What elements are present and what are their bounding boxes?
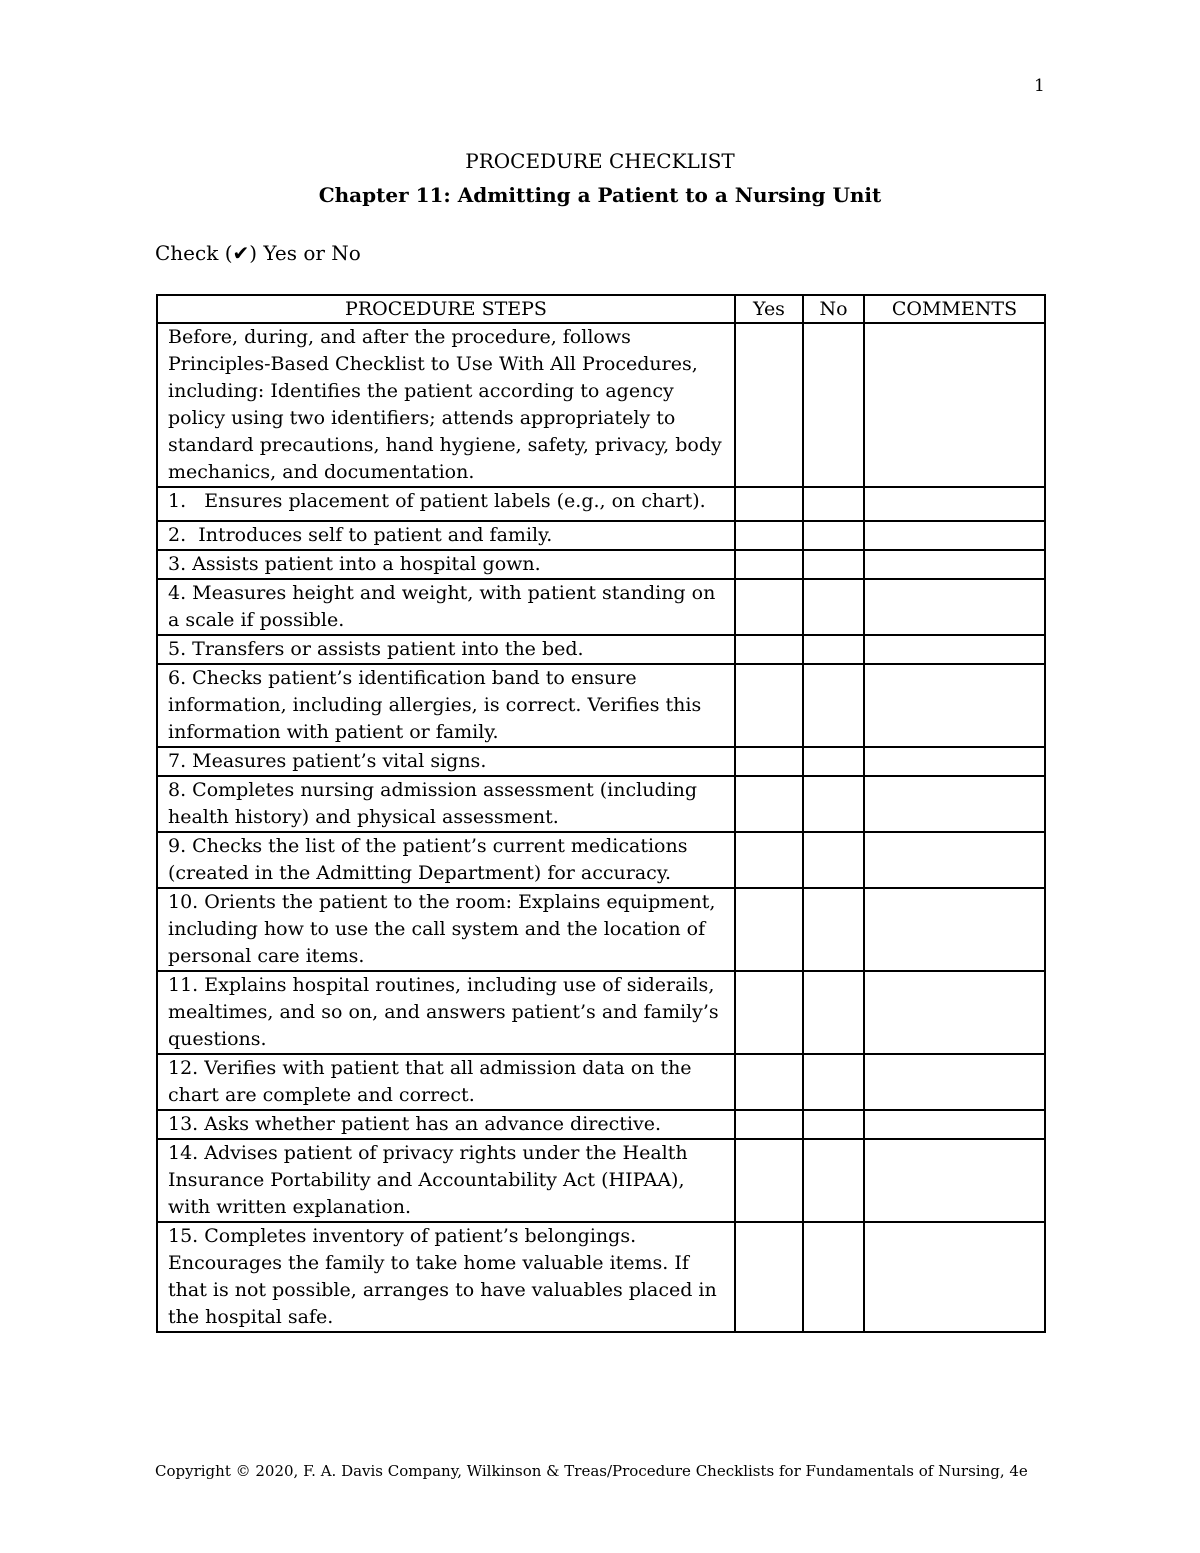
table-row xyxy=(157,550,1045,579)
comments-cell[interactable] xyxy=(864,635,1045,664)
yes-cell[interactable] xyxy=(735,579,803,635)
yes-cell[interactable] xyxy=(735,550,803,579)
no-cell[interactable] xyxy=(803,1054,864,1110)
copyright-footer: Copyright © 2020, F. A. Davis Company, Wilkinson & Treas/Procedure Checklists for Fundamentals of Nursing, 4e xyxy=(155,1462,1028,1480)
step-text: 5. Transfers or assists patient into the bed. xyxy=(157,635,735,664)
table-row xyxy=(157,747,1045,776)
no-cell[interactable] xyxy=(803,888,864,971)
step-text: 12. Verifies with patient that all admission data on the chart are complete and correct. xyxy=(157,1054,735,1110)
yes-cell[interactable] xyxy=(735,1110,803,1139)
yes-cell[interactable] xyxy=(735,776,803,832)
step-text: 3. Assists patient into a hospital gown. xyxy=(157,550,735,579)
comments-cell[interactable] xyxy=(864,579,1045,635)
table-row xyxy=(157,1222,1045,1332)
yes-cell[interactable] xyxy=(735,1222,803,1332)
yes-cell[interactable] xyxy=(735,1054,803,1110)
yes-cell[interactable] xyxy=(735,832,803,888)
comments-cell[interactable] xyxy=(864,521,1045,550)
yes-cell[interactable] xyxy=(735,521,803,550)
step-text: 13. Asks whether patient has an advance directive. xyxy=(157,1110,735,1139)
no-cell[interactable] xyxy=(803,550,864,579)
table-row xyxy=(157,1110,1045,1139)
page-number: 1 xyxy=(1034,76,1045,96)
table-row xyxy=(157,888,1045,971)
no-cell[interactable] xyxy=(803,323,864,487)
table-row xyxy=(157,664,1045,747)
table-row xyxy=(157,971,1045,1054)
table-row xyxy=(157,1139,1045,1222)
comments-cell[interactable] xyxy=(864,776,1045,832)
yes-cell[interactable] xyxy=(735,971,803,1054)
step-text: 11. Explains hospital routines, including use of siderails, mealtimes, and so on, and answers patient’s and family’s questions. xyxy=(157,971,735,1054)
comments-cell[interactable] xyxy=(864,487,1045,521)
table-row xyxy=(157,635,1045,664)
comments-cell[interactable] xyxy=(864,1222,1045,1332)
table-row xyxy=(157,832,1045,888)
step-text: 2. Introduces self to patient and family. xyxy=(157,521,735,550)
step-text: Before, during, and after the procedure, follows Principles-Based Checklist to Use With All Procedures, including: Identifies the patient according to agency policy using two identifiers; attends appropriately to standard precautions, hand hygiene, safety, privacy, body mechanics, and documentation. xyxy=(157,323,735,487)
no-cell[interactable] xyxy=(803,971,864,1054)
yes-cell[interactable] xyxy=(735,487,803,521)
chapter-subtitle: Chapter 11: Admitting a Patient to a Nursing Unit xyxy=(318,183,882,207)
check-instruction-after: ) Yes or No xyxy=(249,241,361,265)
no-cell[interactable] xyxy=(803,579,864,635)
yes-cell[interactable] xyxy=(735,1139,803,1222)
no-cell[interactable] xyxy=(803,832,864,888)
step-text: 6. Checks patient’s identification band to ensure information, including allergies, is correct. Verifies this information with patient or family. xyxy=(157,664,735,747)
comments-cell[interactable] xyxy=(864,971,1045,1054)
no-cell[interactable] xyxy=(803,487,864,521)
comments-cell[interactable] xyxy=(864,888,1045,971)
table-header-row xyxy=(157,295,1045,323)
step-text: 14. Advises patient of privacy rights under the Health Insurance Portability and Accountability Act (HIPAA), with written explanation. xyxy=(157,1139,735,1222)
step-text: 4. Measures height and weight, with patient standing on a scale if possible. xyxy=(157,579,735,635)
comments-cell[interactable] xyxy=(864,323,1045,487)
yes-cell[interactable] xyxy=(735,747,803,776)
step-text: 1. Ensures placement of patient labels (e.g., on chart). xyxy=(157,487,735,521)
table-row xyxy=(157,579,1045,635)
table-row xyxy=(157,487,1045,521)
step-text: 7. Measures patient’s vital signs. xyxy=(157,747,735,776)
header-no: No xyxy=(803,295,864,323)
no-cell[interactable] xyxy=(803,747,864,776)
check-instruction xyxy=(155,241,361,265)
table-row xyxy=(157,1054,1045,1110)
comments-cell[interactable] xyxy=(864,747,1045,776)
step-text: 9. Checks the list of the patient’s current medications (created in the Admitting Department) for accuracy. xyxy=(157,832,735,888)
no-cell[interactable] xyxy=(803,664,864,747)
yes-cell[interactable] xyxy=(735,888,803,971)
checkmark-icon: ✔ xyxy=(232,241,250,265)
step-text: 10. Orients the patient to the room: Explains equipment, including how to use the call system and the location of personal care items. xyxy=(157,888,735,971)
table-row xyxy=(157,323,1045,487)
no-cell[interactable] xyxy=(803,1222,864,1332)
step-text: 15. Completes inventory of patient’s belongings. Encourages the family to take home valuable items. If that is not possible, arranges to have valuables placed in the hospital safe. xyxy=(157,1222,735,1332)
check-instruction-before: Check ( xyxy=(155,241,233,265)
no-cell[interactable] xyxy=(803,521,864,550)
yes-cell[interactable] xyxy=(735,635,803,664)
table-row xyxy=(157,776,1045,832)
no-cell[interactable] xyxy=(803,776,864,832)
header-yes: Yes xyxy=(735,295,803,323)
page-title: PROCEDURE CHECKLIST xyxy=(465,149,735,173)
no-cell[interactable] xyxy=(803,635,864,664)
comments-cell[interactable] xyxy=(864,1139,1045,1222)
header-comments: COMMENTS xyxy=(864,295,1045,323)
yes-cell[interactable] xyxy=(735,664,803,747)
comments-cell[interactable] xyxy=(864,664,1045,747)
yes-cell[interactable] xyxy=(735,323,803,487)
procedure-checklist-table xyxy=(156,294,1046,1333)
comments-cell[interactable] xyxy=(864,832,1045,888)
comments-cell[interactable] xyxy=(864,550,1045,579)
comments-cell[interactable] xyxy=(864,1054,1045,1110)
no-cell[interactable] xyxy=(803,1139,864,1222)
table-row xyxy=(157,521,1045,550)
step-text: 8. Completes nursing admission assessment (including health history) and physical assessment. xyxy=(157,776,735,832)
no-cell[interactable] xyxy=(803,1110,864,1139)
header-procedure-steps: PROCEDURE STEPS xyxy=(157,295,735,323)
comments-cell[interactable] xyxy=(864,1110,1045,1139)
